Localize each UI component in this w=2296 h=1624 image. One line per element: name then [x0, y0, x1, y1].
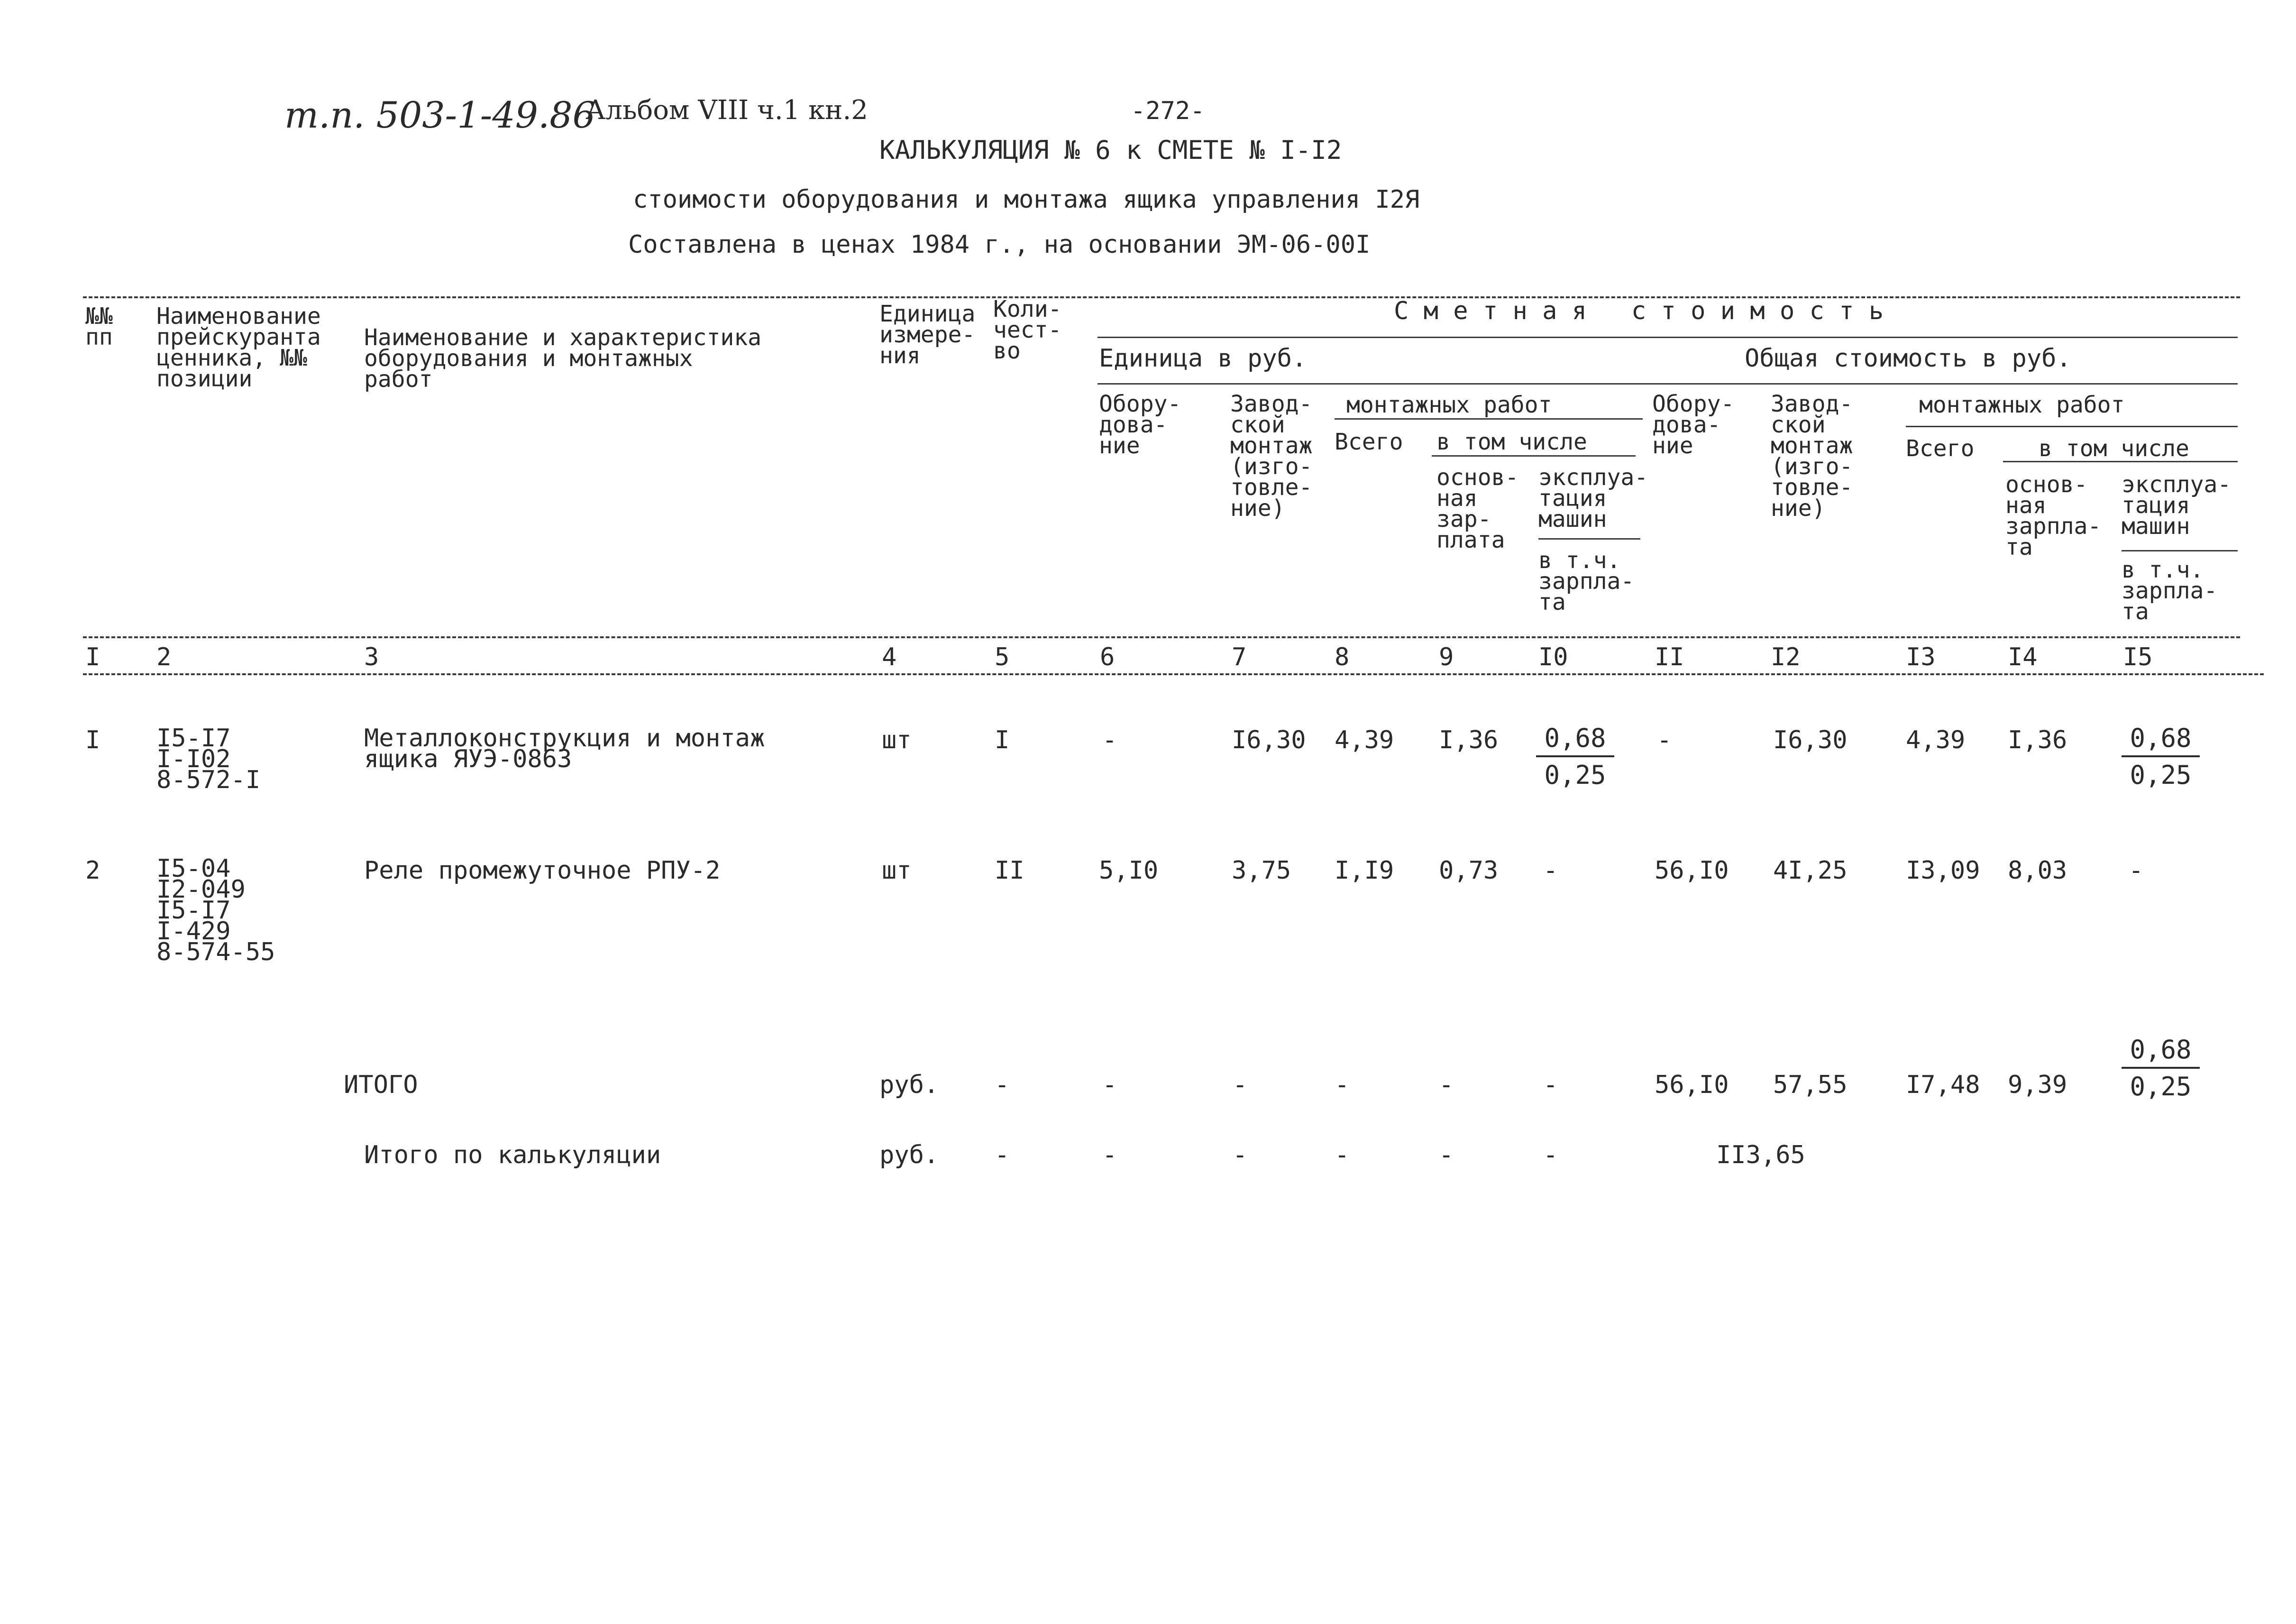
quantity: II — [995, 856, 1025, 885]
group-rule — [1098, 337, 2238, 338]
grand-total-qty: - — [995, 1141, 1010, 1169]
price-reference: I5-04 I2-049 I5-I7 I-429 8-574-55 — [156, 854, 275, 966]
total-salary-sum: 9,39 — [2008, 1071, 2067, 1099]
col-header-machines-salary-total: в т.ч. зарпла- та — [2122, 557, 2218, 625]
unit-rule — [1098, 383, 2238, 385]
col-number-12: I2 — [1771, 643, 1801, 671]
col-header-factory-unit: Завод- ской монтаж (изго- товле- ние) — [1230, 391, 1313, 522]
fraction-numerator: 0,68 — [2122, 1035, 2200, 1069]
row-number: I — [85, 726, 101, 754]
unit-machine-operation — [1536, 723, 1614, 790]
total-unit-mounting: - — [1335, 1071, 1350, 1099]
col-header-equipment-total: Обору- дова- ние — [1652, 391, 1735, 459]
col-number-14: I4 — [2008, 643, 2038, 671]
col-header-price-ref: Наименование прейскуранта ценника, №№ позиции — [156, 303, 321, 392]
grand-total-salary: - — [1439, 1141, 1454, 1169]
album-label: Альбом VIII ч.1 кн.2 — [585, 95, 868, 126]
unit-machine-operation: - — [1543, 856, 1558, 885]
total-qty: - — [995, 1071, 1010, 1099]
total-machine-operation: - — [2129, 856, 2144, 885]
quantity: I — [995, 726, 1010, 754]
col-header-total-mont-unit: Всего — [1335, 429, 1403, 455]
unit-mounting-total: I,I9 — [1335, 856, 1394, 885]
col-header-number: №№ пп — [85, 303, 113, 350]
document-title: КАЛЬКУЛЯЦИЯ № 6 к СМЕТЕ № I-I2 — [879, 135, 1342, 165]
grand-total-machines: - — [1543, 1141, 1558, 1169]
fraction-denominator: 0,25 — [2130, 760, 2192, 790]
incl-unit-rule — [1432, 455, 1636, 457]
col-number-10: I0 — [1538, 643, 1568, 671]
col-header-name: Наименование и характеристика оборудования и монтажных работ — [364, 324, 762, 393]
grand-total-factory: - — [1233, 1141, 1248, 1169]
col-number-5: 5 — [995, 643, 1010, 671]
col-number-8: 8 — [1335, 643, 1350, 671]
group-header-incl-total: в том числе — [2039, 435, 2189, 462]
total-unit-factory: - — [1233, 1071, 1248, 1099]
col-header-machines-total: эксплуа- тация машин — [2122, 471, 2232, 540]
grand-total-mounting: - — [1335, 1141, 1350, 1169]
total-machines-sum — [2122, 1035, 2200, 1102]
col-number-13: I3 — [1906, 643, 1936, 671]
col-number-6: 6 — [1100, 643, 1115, 671]
col-header-equipment-unit: Обору- дова- ние — [1099, 391, 1181, 459]
col-header-salary-unit: основ- ная зар- плата — [1436, 464, 1519, 553]
page-number: -272- — [1131, 97, 1205, 125]
col-header-salary-total: основ- ная зарпла- та — [2005, 471, 2102, 560]
col-number-11: II — [1655, 643, 1684, 671]
total-base-salary: I,36 — [2008, 726, 2067, 754]
total-mounting: I3,09 — [1906, 856, 1980, 885]
total-unit-machines: - — [1543, 1071, 1558, 1099]
total-unit-equipment: - — [1102, 1071, 1117, 1099]
project-code: т.п. 503-1-49.86 — [284, 94, 595, 136]
fraction-denominator: 0,25 — [1544, 760, 1606, 790]
col-number-4: 4 — [882, 643, 897, 671]
group-header-incl-unit: в том числе — [1436, 429, 1587, 455]
col-header-factory-total: Завод- ской монтаж (изго- товле- ние) — [1771, 391, 1853, 522]
unit-factory-mounting: I6,30 — [1232, 726, 1306, 754]
numbers-bottom-rule — [83, 673, 2264, 675]
fraction-numerator: 0,68 — [2122, 723, 2200, 757]
unit-base-salary: I,36 — [1439, 726, 1499, 754]
total-base-salary: 8,03 — [2008, 856, 2067, 885]
unit-mounting-total: 4,39 — [1335, 726, 1394, 754]
total-unit-salary: - — [1439, 1071, 1454, 1099]
row-number: 2 — [85, 856, 101, 885]
group-header-mont-unit: монтажных работ — [1346, 392, 1552, 418]
total-label: ИТОГО — [344, 1071, 418, 1099]
total-mounting: 4,39 — [1906, 726, 1966, 754]
col-number-7: 7 — [1232, 643, 1247, 671]
total-unit: руб. — [879, 1071, 939, 1099]
price-reference: I5-I7 I-I02 8-572-I — [156, 724, 261, 794]
total-equipment: 56,I0 — [1655, 856, 1729, 885]
col-number-9: 9 — [1439, 643, 1454, 671]
total-factory-mounting: I6,30 — [1773, 726, 1848, 754]
header-bottom-rule — [83, 636, 2240, 638]
fraction-denominator: 0,25 — [2130, 1072, 2192, 1101]
group-header-unit-cost: Единица в руб. — [1099, 344, 1307, 373]
total-mounting-sum: I7,48 — [1906, 1071, 1980, 1099]
grand-total-unit: руб. — [879, 1141, 939, 1169]
group-header-mont-total: монтажных работ — [1919, 392, 2125, 418]
fraction-numerator: 0,68 — [1536, 723, 1614, 757]
table-top-rule — [83, 296, 2240, 298]
mont-total-rule — [1906, 426, 2238, 427]
col-header-machines-salary-unit: в т.ч. зарпла- та — [1538, 547, 1635, 615]
unit-of-measure: шт — [882, 856, 912, 885]
document-subtitle: стоимости оборудования и монтажа ящика управления I2Я — [633, 185, 1420, 214]
total-equipment-sum: 56,I0 — [1655, 1071, 1729, 1099]
col-header-unit: Единица измере- ния — [879, 301, 976, 369]
price-basis: Составлена в ценах 1984 г., на основании ЭМ-06-00I — [628, 230, 1371, 259]
col-header-total-mont-total: Всего — [1906, 435, 1975, 462]
col-header-qty: Коли- чест- во — [993, 296, 1062, 364]
unit-factory-mounting: 3,75 — [1232, 856, 1291, 885]
col-number-2: 2 — [156, 643, 172, 671]
total-machine-operation — [2122, 723, 2200, 790]
col-number-3: 3 — [364, 643, 379, 671]
total-factory-mounting: 4I,25 — [1773, 856, 1848, 885]
grand-total-value: II3,65 — [1716, 1141, 1805, 1169]
mont-unit-rule — [1335, 418, 1643, 420]
c10-sub-rule — [1538, 538, 1640, 540]
work-name: Металлоконструкция и монтаж ящика ЯУЭ-0863 — [364, 724, 765, 773]
unit-equipment: 5,I0 — [1099, 856, 1159, 885]
grand-total-label: Итого по калькуляции — [364, 1141, 661, 1169]
group-header-total-cost: Общая стоимость в руб. — [1745, 344, 2071, 373]
group-header-estimated-cost: С м е т н а я с т о и м о с т ь — [1394, 297, 1884, 325]
col-number-15: I5 — [2123, 643, 2153, 671]
total-equipment: - — [1657, 726, 1672, 754]
work-name: Реле промежуточное РПУ-2 — [364, 856, 721, 885]
total-factory-sum: 57,55 — [1773, 1071, 1848, 1099]
c15-sub-rule — [2122, 550, 2238, 551]
unit-of-measure: шт — [882, 726, 912, 754]
col-number-1: I — [85, 643, 101, 671]
col-header-machines-unit: эксплуа- тация машин — [1538, 464, 1648, 532]
unit-base-salary: 0,73 — [1439, 856, 1499, 885]
grand-total-equipment: - — [1102, 1141, 1117, 1169]
unit-equipment: - — [1102, 726, 1117, 754]
